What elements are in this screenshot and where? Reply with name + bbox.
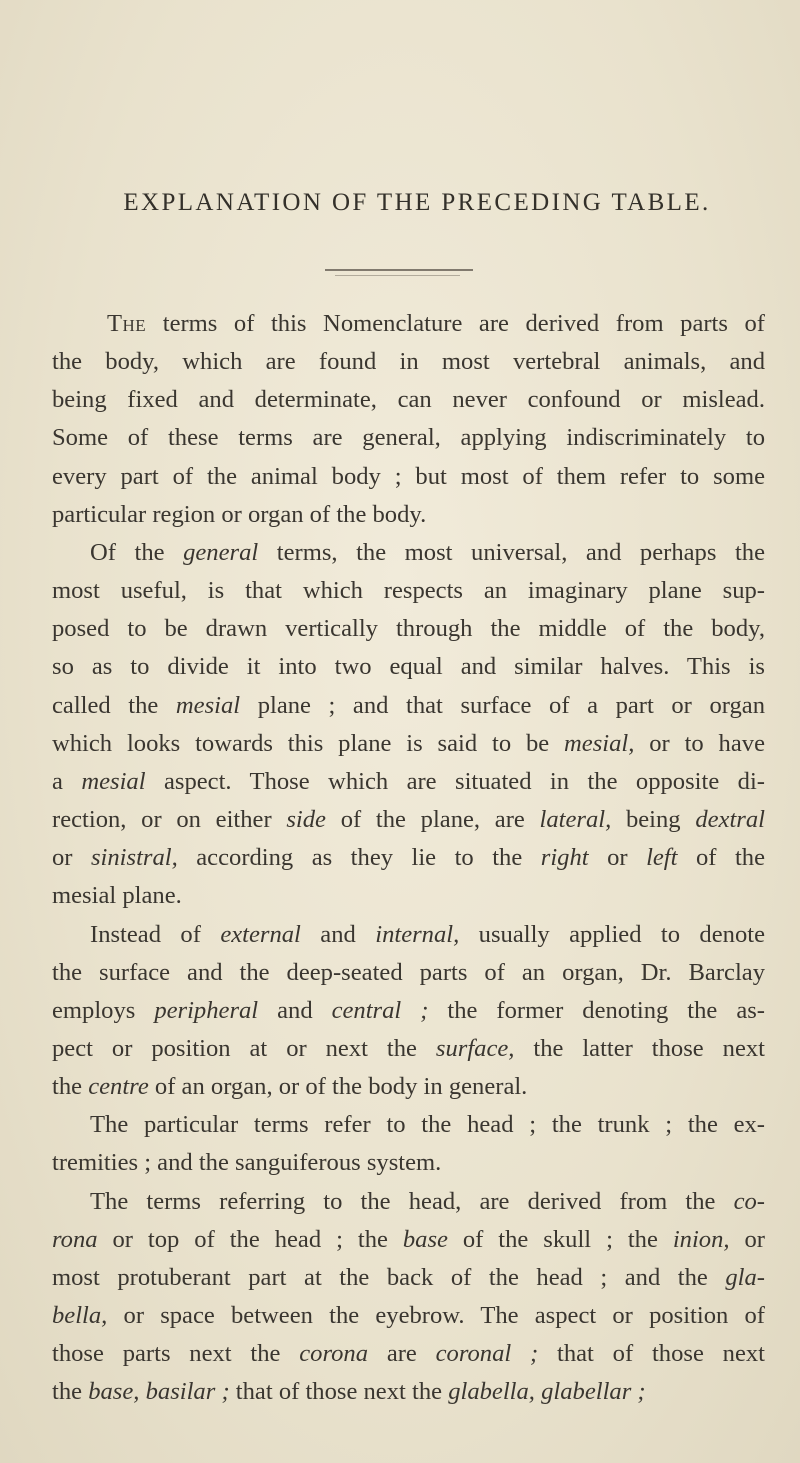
text-run: Some of these terms are general, applying indiscriminately to (52, 424, 765, 452)
text-run: and (258, 996, 332, 1024)
text-run: a (52, 767, 82, 795)
text-run: posed to be drawn vertically through the middle of the body, (52, 615, 765, 643)
text-run: every part of the animal body ; but most of them refer to some (52, 462, 765, 490)
italic-term: co- (733, 1187, 765, 1215)
text-run: which looks towards this plane is said to be (52, 729, 565, 757)
text-run: those parts next the (52, 1340, 300, 1368)
text-run: aspect. Those which are situated in the opposite di- (145, 767, 765, 795)
text-run: or space between the eyebrow. The aspect or position of (107, 1302, 765, 1330)
italic-term: corona (299, 1340, 369, 1368)
text-run: mesial plane. (52, 882, 182, 910)
heading-rule-thin (335, 275, 460, 276)
italic-term: mesial (81, 767, 146, 795)
text-line (52, 1221, 765, 1259)
italic-term: mesial (175, 691, 241, 719)
text-run: the body, which are found in most vertebral animals, and (52, 348, 765, 376)
text-run: being fixed and determinate, can never confound or mislead. (52, 386, 765, 414)
text-run: The terms referring to the head, are derived from the (90, 1187, 734, 1215)
text-run: the (52, 1378, 89, 1406)
text-line (52, 305, 765, 343)
page-heading: EXPLANATION OF THE PRECEDING TABLE. (123, 189, 711, 216)
text-run: or to have (634, 729, 765, 757)
text-line (52, 1144, 765, 1182)
text-line (52, 877, 765, 915)
italic-term: gla- (725, 1263, 765, 1291)
heading-rule (325, 269, 473, 271)
text-line (52, 725, 765, 763)
italic-term: lateral, (539, 806, 612, 834)
italic-term: mesial, (564, 729, 635, 757)
text-run: that of those next the (229, 1378, 449, 1406)
paragraph (52, 916, 765, 1107)
text-line (52, 1373, 765, 1411)
italic-term: left (646, 844, 678, 872)
text-run: The particular terms refer to the head ; the trunk ; the ex- (90, 1111, 765, 1139)
text-run: the former denoting the as- (428, 996, 765, 1024)
text-run: rection, or on either (52, 806, 287, 834)
text-run: most protuberant part at the back of the head ; and the (52, 1263, 726, 1291)
text-run: Instead of (90, 920, 221, 948)
text-run: Of the (90, 538, 184, 566)
italic-term: bella, (52, 1302, 108, 1330)
text-line (52, 1335, 765, 1373)
italic-term: side (286, 806, 326, 834)
text-run: usually applied to denote (459, 920, 765, 948)
text-run: tremities ; and the sanguiferous system. (52, 1149, 442, 1177)
italic-term: surface, (435, 1034, 515, 1062)
italic-term: basilar ; (145, 1378, 230, 1406)
text-run: the surface and the deep-seated parts of an organ, Dr. Barclay (52, 958, 765, 986)
text-line (52, 954, 765, 992)
text-run: being (611, 806, 696, 834)
text-line (52, 763, 765, 801)
text-line (52, 381, 765, 419)
body-text (52, 305, 765, 1412)
text-line (52, 801, 765, 839)
text-run: pect or position at or next the (52, 1034, 436, 1062)
text-line (52, 610, 765, 648)
text-run: of the (677, 844, 765, 872)
text-run: or (52, 844, 91, 872)
text-run: most useful, is that which respects an imaginary plane sup- (52, 577, 765, 605)
text-line (52, 1030, 765, 1068)
text-run: particular region or organ of the body. (52, 500, 427, 528)
text-line (52, 992, 765, 1030)
italic-term: internal, (375, 920, 460, 948)
text-line (52, 648, 765, 686)
text-run: called the (52, 691, 176, 719)
text-run: employs (52, 996, 155, 1024)
text-line (52, 687, 765, 725)
text-run: or top of the head ; the (97, 1225, 403, 1253)
text-run: or (588, 844, 647, 872)
text-line (52, 1106, 765, 1144)
text-run: that of those next (538, 1340, 765, 1368)
italic-term: rona (52, 1225, 98, 1253)
italic-term: glabella, glabellar ; (448, 1378, 646, 1406)
text-line (52, 1183, 765, 1221)
text-run: according as they lie to the (177, 844, 541, 872)
text-run: the (52, 1073, 89, 1101)
text-line (52, 343, 765, 381)
italic-term: inion, (672, 1225, 730, 1253)
text-line (52, 572, 765, 610)
text-run: are (368, 1340, 436, 1368)
italic-term: sinistral, (90, 844, 178, 872)
text-run: or (729, 1225, 765, 1253)
text-line (52, 1068, 765, 1106)
text-line (52, 496, 765, 534)
italic-term: base, (88, 1378, 140, 1406)
italic-term: general (183, 538, 259, 566)
text-run: terms of this Nomenclature are derived from parts of (146, 310, 765, 337)
text-run: of an organ, or of the body in general. (148, 1073, 528, 1101)
text-line (52, 916, 765, 954)
text-line (52, 1259, 765, 1297)
italic-term: coronal ; (435, 1340, 539, 1368)
paragraph (52, 1106, 765, 1182)
text-run: and (300, 920, 376, 948)
text-run: terms, the most universal, and perhaps the (258, 538, 765, 566)
text-run: of the plane, are (325, 806, 540, 834)
italic-term: external (220, 920, 301, 948)
text-line (52, 1297, 765, 1335)
paragraph (52, 1183, 765, 1412)
italic-term: centre (88, 1073, 149, 1101)
text-run: plane ; and that surface of a part or organ (240, 691, 765, 719)
text-line (52, 458, 765, 496)
text-line (52, 419, 765, 457)
text-run: of the skull ; the (447, 1225, 673, 1253)
text-line (52, 839, 765, 877)
paragraph (52, 534, 765, 916)
text-run: the latter those next (514, 1034, 765, 1062)
text-line (52, 534, 765, 572)
italic-term: base (402, 1225, 448, 1253)
text-run: The (107, 310, 147, 337)
paragraph (52, 305, 765, 534)
italic-term: peripheral (154, 996, 259, 1024)
italic-term: right (540, 844, 589, 872)
italic-term: dextral (695, 806, 765, 834)
text-run: so as to divide it into two equal and similar halves. This is (52, 653, 765, 681)
italic-term: central ; (331, 996, 429, 1024)
